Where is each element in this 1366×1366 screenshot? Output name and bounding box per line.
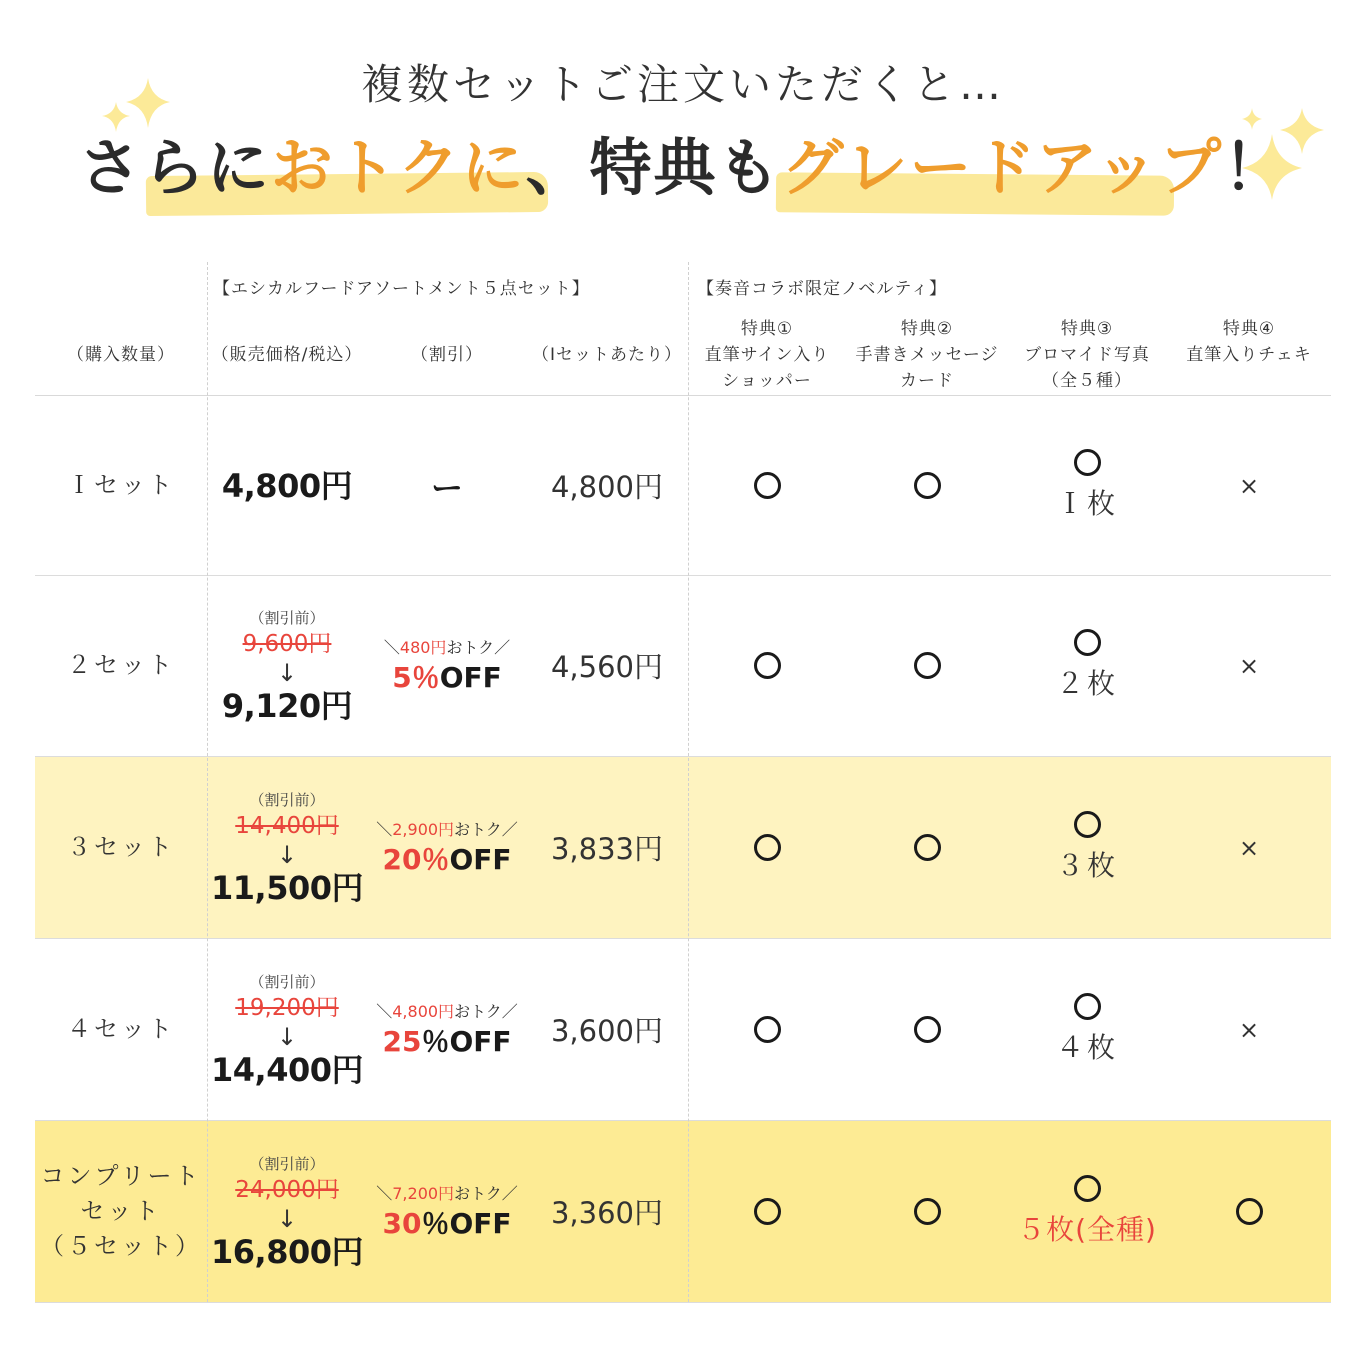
bonus3-cell bbox=[1007, 575, 1167, 756]
down-arrow-icon: ↓ bbox=[276, 1022, 298, 1051]
bonus3-count: ５枚(全種) bbox=[1017, 1213, 1157, 1246]
bonus1-title: 特典① bbox=[740, 319, 794, 339]
off-word: ％OFF bbox=[421, 1206, 512, 1240]
bonus2-cell bbox=[847, 939, 1007, 1120]
column-divider bbox=[207, 262, 208, 1302]
group-label-set: 【エシカルフードアソートメント５点セット】 bbox=[213, 279, 590, 299]
bonus3-count: Ｉ枚 bbox=[1055, 487, 1118, 520]
table-row bbox=[35, 757, 1331, 939]
discount-cell bbox=[367, 396, 527, 575]
headline-block bbox=[0, 118, 1366, 218]
cross-icon: × bbox=[1238, 471, 1260, 500]
before-label: （割引前） bbox=[249, 608, 325, 627]
bonus2-line: カード bbox=[900, 371, 954, 391]
savings-amount: 480円 bbox=[399, 637, 447, 657]
off-percent: 5％ bbox=[392, 660, 440, 694]
bonus3-count: ３枚 bbox=[1055, 849, 1118, 882]
qty-cell: ３セット bbox=[67, 833, 175, 861]
bonus3-count: ２枚 bbox=[1055, 667, 1118, 700]
off-badge bbox=[392, 660, 502, 696]
qty-cell bbox=[35, 1121, 207, 1302]
bonus1-cell bbox=[687, 575, 847, 756]
bonus2-cell bbox=[847, 757, 1007, 938]
bonus3-line: ブロマイド写真 bbox=[1024, 345, 1150, 365]
circle-icon bbox=[914, 834, 941, 861]
headline-part: ！ bbox=[1223, 131, 1288, 204]
headline bbox=[0, 118, 1366, 207]
circle-icon bbox=[1074, 811, 1101, 838]
bonus2-line: 手書きメッセージ bbox=[855, 345, 999, 365]
col-head-price: （販売価格/税込） bbox=[211, 345, 363, 365]
cross-icon: × bbox=[1238, 1015, 1260, 1044]
before-label: （割引前） bbox=[249, 972, 325, 991]
slash-left: ＼ bbox=[383, 637, 400, 657]
qty-cell: ４セット bbox=[67, 1015, 175, 1043]
off-word: OFF bbox=[449, 842, 512, 876]
table-row bbox=[35, 939, 1331, 1121]
discount-cell bbox=[367, 1121, 527, 1302]
qty-line: （５セット） bbox=[40, 1232, 202, 1260]
headline-accent: おトクに bbox=[270, 131, 526, 204]
column-divider bbox=[688, 262, 689, 1302]
down-arrow-icon: ↓ bbox=[276, 840, 298, 869]
circle-icon bbox=[754, 652, 781, 679]
price-cell bbox=[207, 757, 367, 938]
col-head-bonus2 bbox=[847, 316, 1007, 394]
savings-line bbox=[384, 636, 510, 660]
bonus2-title: 特典② bbox=[900, 319, 954, 339]
savings-line bbox=[376, 818, 518, 842]
bonus1-line: ショッパー bbox=[722, 371, 812, 391]
down-arrow-icon: ↓ bbox=[276, 658, 298, 687]
bonus1-cell bbox=[687, 757, 847, 938]
price-cell bbox=[207, 939, 367, 1120]
headline-part: さらに bbox=[78, 131, 271, 204]
no-discount-mark: ー bbox=[430, 468, 463, 507]
savings-line bbox=[376, 1182, 518, 1206]
off-badge bbox=[382, 1024, 511, 1060]
sale-price: 16,800円 bbox=[211, 1232, 363, 1271]
savings-amount: 2,900円 bbox=[392, 819, 455, 839]
table-row bbox=[35, 396, 1331, 576]
off-percent: 30 bbox=[382, 1206, 422, 1240]
savings-suffix: おトク／ bbox=[446, 637, 511, 657]
cross-icon: × bbox=[1238, 651, 1260, 680]
sale-price: 9,120円 bbox=[221, 686, 353, 725]
circle-icon bbox=[914, 652, 941, 679]
before-price: 14,400円 bbox=[235, 812, 339, 839]
bonus3-cell bbox=[1007, 396, 1167, 575]
bonus2-cell bbox=[847, 575, 1007, 756]
circle-icon bbox=[754, 834, 781, 861]
off-percent: 20％ bbox=[382, 842, 450, 876]
qty-cell: Ｉセット bbox=[67, 471, 175, 499]
circle-icon bbox=[754, 1016, 781, 1043]
bonus4-title: 特典④ bbox=[1222, 319, 1276, 339]
pricing-table bbox=[35, 262, 1331, 1304]
before-price: 24,000円 bbox=[235, 1176, 339, 1203]
qty-cell: ２セット bbox=[67, 651, 175, 679]
bonus3-count: ４枚 bbox=[1055, 1031, 1118, 1064]
circle-icon bbox=[1074, 993, 1101, 1020]
down-arrow-icon: ↓ bbox=[276, 1204, 298, 1233]
per-set-cell: 4,800円 bbox=[550, 470, 664, 504]
table-row bbox=[35, 575, 1331, 757]
table-row bbox=[35, 1121, 1331, 1303]
off-percent: 25 bbox=[382, 1024, 422, 1058]
per-set-cell: 3,600円 bbox=[550, 1014, 664, 1048]
subtitle: 複数セットご注文いただくと… bbox=[360, 60, 1005, 109]
off-badge bbox=[382, 842, 511, 878]
col-head-bonus1 bbox=[687, 316, 847, 394]
savings-suffix: おトク／ bbox=[454, 819, 518, 839]
bonus2-cell bbox=[847, 396, 1007, 575]
circle-icon bbox=[914, 1016, 941, 1043]
savings-suffix: おトク／ bbox=[454, 1183, 518, 1203]
circle-icon bbox=[1074, 629, 1101, 656]
savings-line bbox=[376, 1000, 518, 1024]
headline-part: 、特典も bbox=[525, 131, 782, 204]
bonus3-cell bbox=[1007, 757, 1167, 938]
discount-cell bbox=[367, 575, 527, 756]
savings-amount: 7,200円 bbox=[392, 1183, 455, 1203]
before-price: 9,600円 bbox=[242, 630, 332, 657]
circle-icon bbox=[914, 472, 941, 499]
bonus4-cell bbox=[1167, 396, 1331, 575]
sale-price: 14,400円 bbox=[211, 1050, 363, 1089]
col-head-bonus4 bbox=[1167, 316, 1331, 368]
price-cell bbox=[207, 396, 367, 575]
col-head-qty: （購入数量） bbox=[67, 345, 175, 365]
bonus1-cell bbox=[687, 396, 847, 575]
bonus3-title: 特典③ bbox=[1060, 319, 1114, 339]
bonus3-cell bbox=[1007, 1121, 1167, 1302]
savings-suffix: おトク／ bbox=[454, 1001, 518, 1021]
col-head-per-set: （Iセットあたり） bbox=[531, 345, 682, 365]
circle-icon bbox=[1074, 1175, 1101, 1202]
qty-line: コンプリート bbox=[40, 1162, 202, 1190]
per-set-cell: 3,360円 bbox=[550, 1196, 664, 1230]
qty-line: セット bbox=[80, 1197, 162, 1225]
circle-icon bbox=[914, 1198, 941, 1225]
circle-icon bbox=[754, 1198, 781, 1225]
per-set-cell: 3,833円 bbox=[550, 832, 664, 866]
bonus4-cell bbox=[1167, 575, 1331, 756]
bonus1-cell bbox=[687, 939, 847, 1120]
cross-icon: × bbox=[1238, 833, 1260, 862]
slash-left: ＼ bbox=[376, 819, 393, 839]
price-cell bbox=[207, 1121, 367, 1302]
before-price: 19,200円 bbox=[235, 994, 339, 1021]
circle-icon bbox=[1074, 449, 1101, 476]
slash-left: ＼ bbox=[376, 1001, 393, 1021]
savings-amount: 4,800円 bbox=[392, 1001, 455, 1021]
circle-icon bbox=[1236, 1198, 1263, 1225]
headline-accent: グレードアップ bbox=[781, 131, 1224, 204]
slash-left: ＼ bbox=[376, 1183, 393, 1203]
per-set-cell: 4,560円 bbox=[550, 650, 664, 684]
sale-price: 4,800円 bbox=[221, 466, 353, 505]
off-word: ％OFF bbox=[421, 1024, 512, 1058]
price-cell bbox=[207, 575, 367, 756]
bonus4-line: 直筆入りチェキ bbox=[1186, 345, 1312, 365]
bonus3-line: （全５種） bbox=[1042, 371, 1132, 391]
bonus3-cell bbox=[1007, 939, 1167, 1120]
bonus4-cell bbox=[1167, 1121, 1331, 1302]
group-label-novelty: 【奏音コラボ限定ノベルティ】 bbox=[697, 279, 947, 299]
bonus1-line: 直筆サイン入り bbox=[704, 345, 830, 365]
before-label: （割引前） bbox=[249, 790, 325, 809]
bonus4-cell bbox=[1167, 939, 1331, 1120]
before-label: （割引前） bbox=[249, 1154, 325, 1173]
off-word: OFF bbox=[439, 660, 502, 694]
bonus4-cell bbox=[1167, 757, 1331, 938]
bonus1-cell bbox=[687, 1121, 847, 1302]
col-head-bonus3 bbox=[1007, 316, 1167, 394]
discount-cell bbox=[367, 939, 527, 1120]
bonus2-cell bbox=[847, 1121, 1007, 1302]
circle-icon bbox=[754, 472, 781, 499]
sale-price: 11,500円 bbox=[211, 868, 363, 907]
discount-cell bbox=[367, 757, 527, 938]
col-head-discount: （割引） bbox=[411, 345, 483, 365]
off-badge bbox=[382, 1206, 511, 1242]
